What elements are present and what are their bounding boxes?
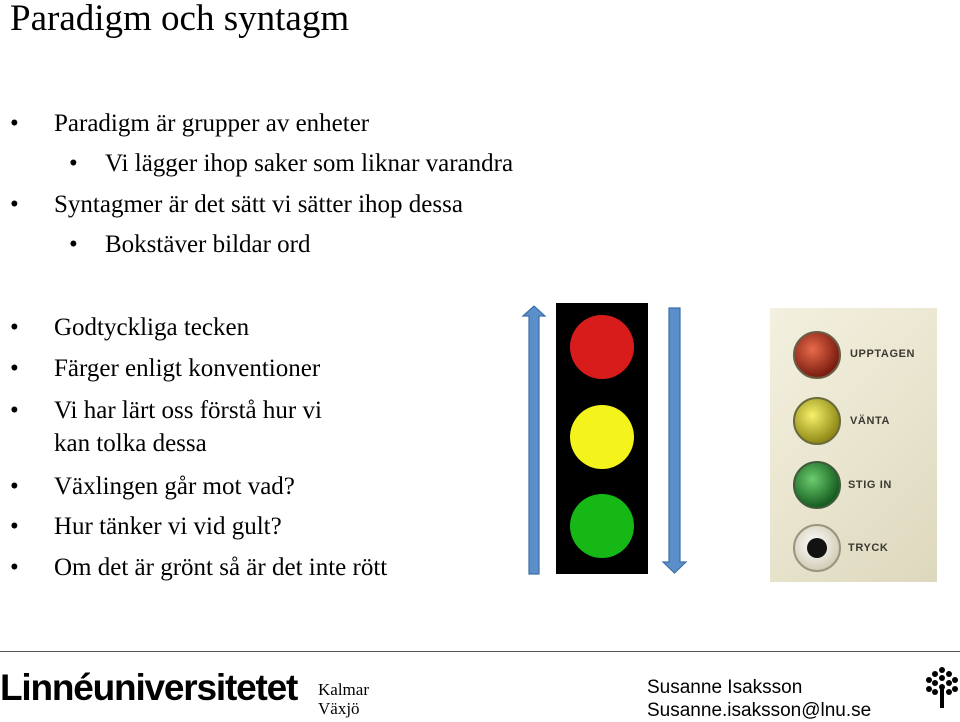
- yellow-lamp: [570, 405, 634, 469]
- panel-label-tryck: TRYCK: [848, 542, 889, 554]
- red-lamp: [570, 315, 634, 379]
- bullet-continuation: [54, 428, 207, 460]
- bullet-item: [10, 471, 295, 503]
- yellow-lamp: [794, 398, 840, 444]
- bullet-text: Växlingen går mot vad?: [54, 473, 295, 500]
- bullet-text: Vi lägger ihop saker som liknar varandra: [105, 150, 514, 177]
- red-lamp: [794, 332, 840, 378]
- bullet-item: [10, 395, 322, 427]
- footer-divider: [0, 651, 960, 652]
- bullet-text: Paradigm är grupper av enheter: [54, 110, 370, 137]
- panel-label-stig-in: STIG IN: [848, 479, 892, 491]
- bullet-text: Hur tänker vi vid gult?: [54, 513, 282, 540]
- bullet-item: [10, 108, 370, 140]
- bullet-text: Färger enligt konventioner: [54, 355, 321, 382]
- panel-label-upptagen: UPPTAGEN: [850, 348, 916, 360]
- bullet-item: [10, 353, 321, 385]
- bullet-item: [10, 511, 282, 543]
- bullet-dot: •: [10, 397, 19, 424]
- logo-location-vaxjo: Växjö: [318, 699, 360, 718]
- slide-title: Paradigm och syntagm: [10, 0, 350, 39]
- bullet-dot: •: [69, 150, 78, 177]
- traffic-light-illustration: [517, 298, 697, 580]
- bullet-text: Syntagmer är det sätt vi sätter ihop dessa: [54, 191, 463, 218]
- bullet-text: Vi har lärt oss förstå hur vi: [54, 397, 322, 424]
- arrow-up-icon: [523, 306, 545, 574]
- bullet-dot: •: [10, 191, 19, 218]
- bullet-dot: •: [10, 314, 19, 341]
- bullet-dot: •: [69, 231, 78, 258]
- university-logo-text: Linnéuniversitetet: [0, 667, 298, 708]
- university-logo-locations: [318, 680, 369, 718]
- bullet-dot: •: [10, 110, 19, 137]
- bullet-dot: •: [10, 513, 19, 540]
- bullet-text: Om det är grönt så är det inte rött: [54, 554, 388, 581]
- tree-logo-icon: [925, 666, 959, 710]
- bullet-text: Godtyckliga tecken: [54, 314, 250, 341]
- green-lamp: [570, 494, 634, 558]
- bullet-dot: •: [10, 554, 19, 581]
- green-lamp: [794, 462, 840, 508]
- bullet-item: [10, 552, 388, 584]
- push-button: [807, 538, 827, 558]
- author-block: [647, 676, 871, 722]
- bullet-dot: •: [10, 473, 19, 500]
- bullet-item: [69, 148, 514, 180]
- bullet-item: [69, 229, 311, 261]
- bullet-item: [10, 312, 250, 344]
- author-name: Susanne Isaksson: [647, 677, 803, 698]
- bullet-text: kan tolka dessa: [54, 430, 207, 457]
- bullet-text: Bokstäver bildar ord: [105, 231, 311, 258]
- bullet-dot: •: [10, 355, 19, 382]
- arrow-down-icon: [663, 308, 686, 573]
- signal-panel-photo: [770, 308, 937, 582]
- logo-location-kalmar: Kalmar: [318, 680, 369, 699]
- author-email: Susanne.isaksson@lnu.se: [647, 700, 872, 721]
- panel-label-vanta: VÄNTA: [850, 415, 891, 427]
- bullet-item: [10, 189, 463, 221]
